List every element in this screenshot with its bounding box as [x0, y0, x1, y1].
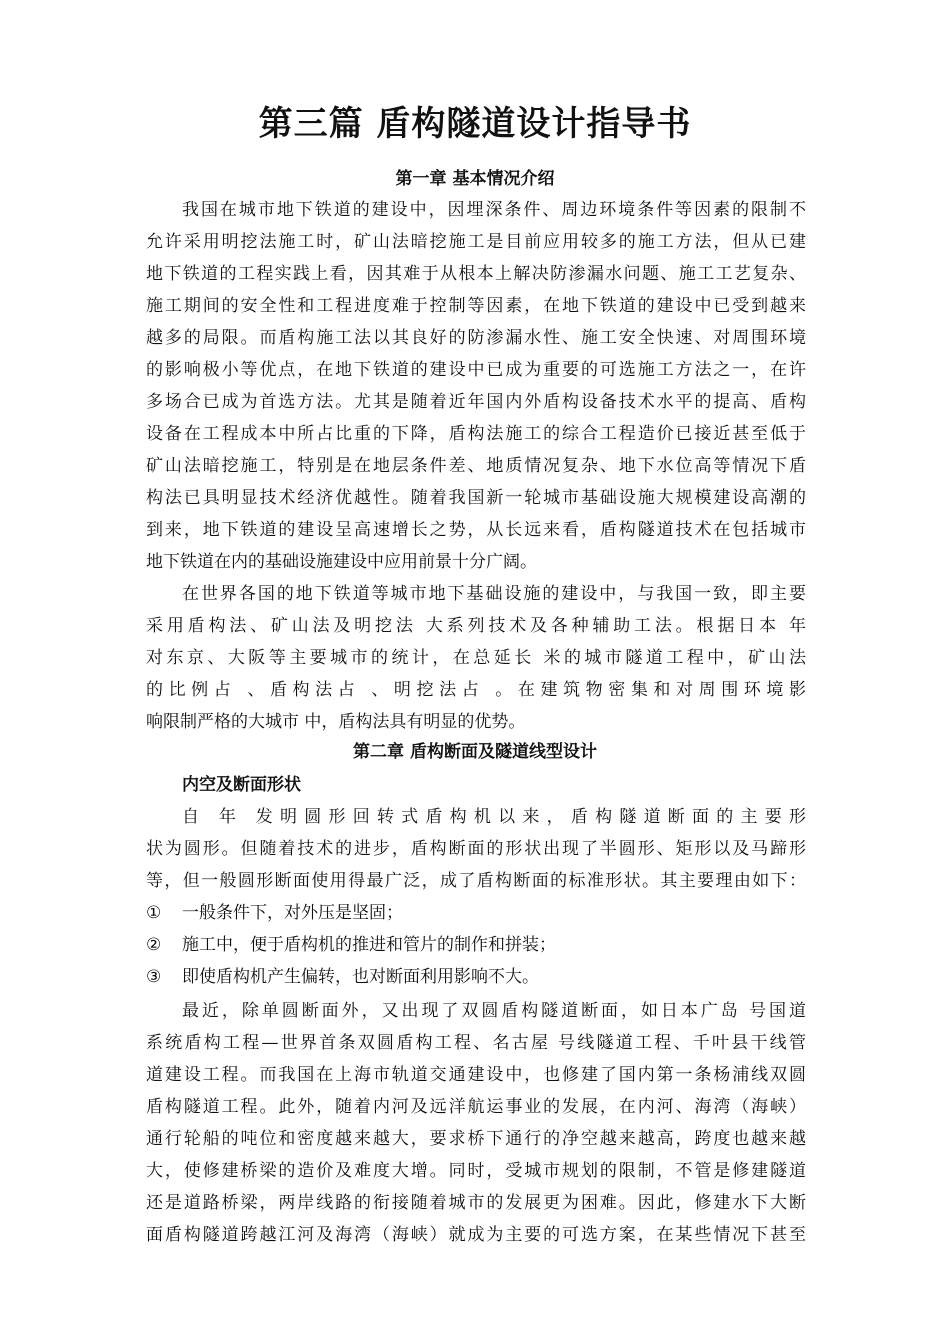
list-item-text: 即使盾构机产生偏转，也对断面利用影响不大。 [182, 967, 539, 987]
paragraph-line: 允许采用明挖法施工时，矿山法暗挖施工是目前应用较多的施工方法，但从已建 [146, 232, 806, 252]
page-title: 第三篇 盾构隧道设计指导书 [258, 104, 692, 144]
paragraph-line: 状为圆形。但随着技术的进步，盾构断面的形状出现了半圆形、矩形以及马蹄形 [146, 839, 806, 859]
paragraph-line: 对东京、大阪等主要城市的统计，在总延长 米的城市隧道工程中，矿山法 [146, 648, 806, 668]
paragraph-line: 施工期间的安全性和工程进度难于控制等因素，在地下铁道的建设中已受到越来 [146, 296, 806, 316]
paragraph-line: 构法已具明显技术经济优越性。随着我国新一轮城市基础设施大规模建设高潮的 [146, 488, 806, 508]
list-item [146, 932, 556, 958]
paragraph-line: 的比例占 、盾构法占 、明挖法占 。在建筑物密集和对周围环境影 [146, 680, 806, 700]
list-marker: ① [146, 903, 162, 923]
paragraph-line: 还是道路桥梁，两岸线路的衔接随着城市的发展更为困难。因此，修建水下大断 [146, 1193, 806, 1213]
paragraph-line: 系统盾构工程—世界首条双圆盾构工程、名古屋 号线隧道工程、千叶县干线管 [146, 1033, 806, 1053]
paragraph-line: 的影响极小等优点，在地下铁道的建设中已成为重要的可选施工方法之一，在许 [146, 360, 806, 380]
paragraph-line: 在世界各国的地下铁道等城市地下基础设施的建设中，与我国一致，即主要 [182, 584, 806, 604]
list-item [146, 900, 403, 926]
paragraph-line: 响限制严格的大城市 中，盾构法具有明显的优势。 [146, 712, 526, 732]
paragraph-line: 我国在城市地下铁道的建设中，因埋深条件、周边环境条件等因素的限制不 [182, 200, 806, 220]
chapter-1-heading: 第一章 基本情况介绍 [395, 169, 555, 189]
list-item [146, 964, 539, 990]
paragraph-line: 采用盾构法、矿山法及明挖法 大系列技术及各种辅助工法。根据日本 年 [146, 616, 806, 636]
paragraph-line: 面盾构隧道跨越江河及海湾（海峡）就成为主要的可选方案，在某些情况下甚至 [146, 1225, 806, 1245]
paragraph-line: 等，但一般圆形断面使用得最广泛，成了盾构断面的标准形状。其主要理由如下： [146, 871, 806, 891]
paragraph-line: 多场合已成为首选方法。尤其是随着近年国内外盾构设备技术水平的提高、盾构 [146, 392, 806, 412]
paragraph-line: 设备在工程成本中所占比重的下降，盾构法施工的综合工程造价已接近甚至低于 [146, 424, 806, 444]
paragraph-line: 道建设工程。而我国在上海市轨道交通建设中，也修建了国内第一条杨浦线双圆 [146, 1065, 806, 1085]
list-marker: ② [146, 935, 162, 955]
paragraph-line: 盾构隧道工程。此外，随着内河及远洋航运事业的发展，在内河、海湾（海峡） [146, 1097, 806, 1117]
paragraph-line: 地下铁道的工程实践上看，因其难于从根本上解决防渗漏水问题、施工工艺复杂、 [146, 264, 806, 284]
paragraph-line: 越多的局限。而盾构施工法以其良好的防渗漏水性、施工安全快速、对周围环境 [146, 328, 806, 348]
paragraph-line: 最近，除单圆断面外，又出现了双圆盾构隧道断面，如日本广岛 号国道 [182, 1001, 806, 1021]
paragraph-line: 到来，地下铁道的建设呈高速增长之势，从长远来看，盾构隧道技术在包括城市 [146, 520, 806, 540]
list-item-text: 一般条件下，对外压是坚固； [182, 903, 403, 923]
paragraph-line: 矿山法暗挖施工，特别是在地层条件差、地质情况复杂、地下水位高等情况下盾 [146, 456, 806, 476]
paragraph-line: 地下铁道在内的基础设施建设中应用前景十分广阔。 [146, 552, 537, 572]
paragraph-line: 通行轮船的吨位和密度越来越大，要求桥下通行的净空越来越高，跨度也越来越 [146, 1129, 806, 1149]
section-heading: 内空及断面形状 [182, 775, 301, 795]
list-marker: ③ [146, 967, 162, 987]
list-item-text: 施工中，便于盾构机的推进和管片的制作和拼装； [182, 935, 556, 955]
paragraph-line: 自 年 发明圆形回转式盾构机以来，盾构隧道断面的主要形 [182, 807, 806, 827]
paragraph-line: 大，使修建桥梁的造价及难度大增。同时，受城市规划的限制，不管是修建隧道 [146, 1161, 806, 1181]
chapter-2-heading: 第二章 盾构断面及隧道线型设计 [353, 742, 597, 762]
